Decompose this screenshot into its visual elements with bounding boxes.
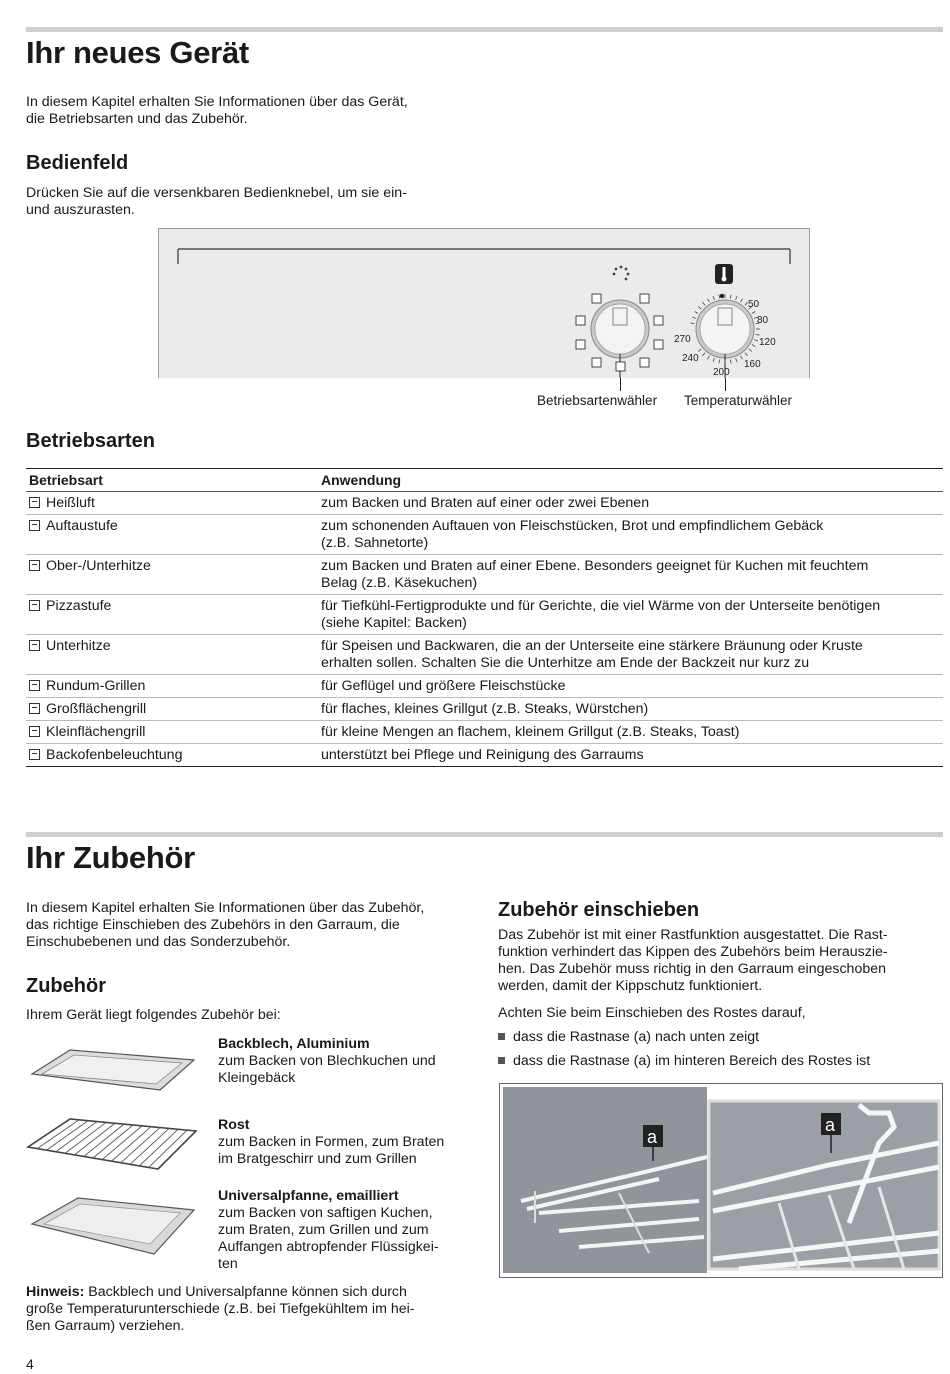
use-cell xyxy=(318,515,943,555)
temp-label: 160 xyxy=(744,359,761,370)
callout-a-label: a xyxy=(647,1127,658,1147)
mode-selector-label: Betriebsartenwähler xyxy=(537,393,658,408)
use-line: zum Backen und Braten auf einer oder zwei Ebenen xyxy=(321,495,650,511)
control-panel-illustration xyxy=(158,228,810,378)
use-cell xyxy=(318,698,943,721)
rack-wire xyxy=(37,1120,79,1149)
accessory-desc: Kleingebäck xyxy=(218,1070,296,1086)
table-header-row xyxy=(26,469,943,492)
top-bottom-heat-icon xyxy=(29,560,40,571)
note-line: große Temperaturunterschiede (z.B. bei Tiefgekühltem im hei- xyxy=(26,1301,415,1317)
temp-label: 50 xyxy=(748,299,760,310)
callout-a-label: a xyxy=(825,1115,836,1135)
accessory-desc: ten xyxy=(218,1256,238,1272)
use-line: erhalten sollen. Schalten Sie die Unterhitze am Ende der Backzeit nur kurz zu xyxy=(321,655,810,671)
use-cell xyxy=(318,721,943,744)
mode-name: Großflächengrill xyxy=(46,701,147,717)
bedienfeld-line: Drücken Sie auf die versenkbaren Bedienknebel, um sie ein- xyxy=(26,185,407,201)
accessory-name: Rost xyxy=(218,1117,250,1133)
mode-name: Pizzastufe xyxy=(46,598,112,614)
rack-wire xyxy=(47,1121,88,1150)
universal-pan-image xyxy=(30,1192,196,1258)
hot-air-icon xyxy=(29,497,40,508)
table-row xyxy=(26,744,943,767)
section-rule-top xyxy=(26,27,943,32)
rack-wire xyxy=(93,1125,133,1158)
zubehoer-page-title: Ihr Zubehör xyxy=(26,840,195,875)
use-cell xyxy=(318,492,943,515)
oven-light-icon xyxy=(29,749,40,760)
use-cell xyxy=(318,635,943,675)
einschieben-line: hen. Das Zubehör muss richtig in den Garraum eingeschoben xyxy=(498,961,887,977)
intro-line: das richtige Einschieben des Zubehörs in den Garraum, die xyxy=(26,917,400,933)
rack-wire xyxy=(65,1122,106,1153)
temp-selector-callout-line xyxy=(725,378,726,391)
einschieben-line: funktion verhindert das Kippen des Zubehörs beim Herauszie- xyxy=(498,944,888,960)
note-label: Hinweis: xyxy=(26,1284,85,1300)
use-line: unterstützt bei Pflege und Reinigung des Garraums xyxy=(321,747,644,763)
temp-label: 80 xyxy=(757,315,769,326)
temp-selector-label: Temperaturwähler xyxy=(684,393,793,408)
use-cell xyxy=(318,744,943,767)
mode-name: Rundum-Grillen xyxy=(46,678,146,694)
bullet-item xyxy=(498,1029,759,1046)
table-row xyxy=(26,492,943,515)
bedienfeld-line: und auszurasten. xyxy=(26,202,135,218)
section-rule-zubehoer xyxy=(26,832,943,837)
rack-insertion-illustration xyxy=(499,1083,943,1278)
use-line: zum schonenden Auftauen von Fleischstücken, Brot und empfindlichem Gebäck xyxy=(321,518,824,534)
mode-name: Kleinflächengrill xyxy=(46,724,146,740)
accessory-desc: Auffangen abtropfender Flüssigkei- xyxy=(218,1239,439,1255)
rack-wire xyxy=(84,1124,124,1156)
bullet-text: dass die Rastnase (a) im hinteren Bereich des Rostes ist xyxy=(513,1053,871,1069)
circulated-grill-icon xyxy=(29,680,40,691)
temp-label: 200 xyxy=(713,367,730,378)
rack-wire xyxy=(56,1122,97,1152)
table-row xyxy=(26,555,943,595)
table-row xyxy=(26,515,943,555)
mode-cell xyxy=(26,555,318,595)
rack-wire xyxy=(121,1128,160,1163)
rack-wire xyxy=(139,1129,178,1166)
mode-cell xyxy=(26,675,318,698)
accessory-desc: zum Backen in Formen, zum Braten xyxy=(218,1134,445,1150)
page-number: 4 xyxy=(26,1356,34,1372)
note-line: ßen Garraum) verziehen. xyxy=(26,1318,185,1334)
bullet-square-icon xyxy=(498,1057,505,1064)
header-use: Anwendung xyxy=(318,469,943,492)
small-grill-icon xyxy=(29,726,40,737)
einschieben-line: Das Zubehör ist mit einer Rastfunktion ausgestattet. Die Rast- xyxy=(498,927,888,943)
mode-name: Heißluft xyxy=(46,495,95,511)
use-line: (siehe Kapitel: Backen) xyxy=(321,615,467,631)
temp-label: 120 xyxy=(759,337,776,348)
mode-name: Backofenbeleuchtung xyxy=(46,747,183,763)
mode-name: Unterhitze xyxy=(46,638,111,654)
rack-wire xyxy=(74,1123,115,1155)
defrost-icon xyxy=(29,520,40,531)
rack-wire xyxy=(112,1127,151,1161)
temp-label: 270 xyxy=(674,334,691,345)
zubehoer-lead: Ihrem Gerät liegt folgendes Zubehör bei: xyxy=(26,1007,281,1023)
use-line: für Geflügel und größere Fleischstücke xyxy=(321,678,566,694)
use-line: für Tiefkühl-Fertigprodukte und für Gerichte, die viel Wärme von der Unterseite benötigen xyxy=(321,598,881,614)
grid-rack-image xyxy=(26,1115,198,1171)
mode-cell xyxy=(26,492,318,515)
bullet-item xyxy=(498,1053,870,1070)
zubehoer-heading: Zubehör xyxy=(26,975,106,997)
einschieben-lead: Achten Sie beim Einschieben des Rostes darauf, xyxy=(498,1005,806,1021)
use-line: zum Backen und Braten auf einer Ebene. Besonders geeignet für Kuchen mit feuchtem xyxy=(321,558,869,574)
bottom-heat-icon xyxy=(29,640,40,651)
note-paragraph xyxy=(26,1284,415,1335)
accessory-pan xyxy=(218,1188,439,1273)
accessory-rack xyxy=(218,1117,444,1168)
mode-name: Ober-/Unterhitze xyxy=(46,558,151,574)
rack-wire xyxy=(130,1128,169,1164)
large-grill-icon xyxy=(29,703,40,714)
table-row xyxy=(26,698,943,721)
operating-modes-table xyxy=(26,468,943,767)
betriebsarten-heading: Betriebsarten xyxy=(26,430,155,452)
rack-wire xyxy=(149,1130,187,1167)
intro-line: In diesem Kapitel erhalten Sie Informationen über das Zubehör, xyxy=(26,900,425,916)
intro-line: die Betriebsarten und das Zubehör. xyxy=(26,111,248,127)
pizza-icon xyxy=(29,600,40,611)
note-line: Backblech und Universalpfanne können sich durch xyxy=(84,1284,407,1300)
mode-cell xyxy=(26,515,318,555)
einschieben-heading: Zubehör einschieben xyxy=(498,899,700,921)
mode-cell xyxy=(26,635,318,675)
mode-cell xyxy=(26,595,318,635)
temp-label: 240 xyxy=(682,353,699,364)
rack-wire xyxy=(102,1126,142,1160)
mode-cell xyxy=(26,744,318,767)
table-row xyxy=(26,721,943,744)
bedienfeld-heading: Bedienfeld xyxy=(26,152,129,174)
bullet-square-icon xyxy=(498,1033,505,1040)
use-cell xyxy=(318,595,943,635)
accessory-name: Backblech, Aluminium xyxy=(218,1036,370,1052)
use-cell xyxy=(318,675,943,698)
use-line: Belag (z.B. Käsekuchen) xyxy=(321,575,478,591)
baking-tray-image xyxy=(30,1044,196,1092)
bullet-text: dass die Rastnase (a) nach unten zeigt xyxy=(513,1029,760,1045)
thermometer-icon xyxy=(715,264,733,284)
intro-line: In diesem Kapitel erhalten Sie Informationen über das Gerät, xyxy=(26,94,408,110)
use-cell xyxy=(318,555,943,595)
bedienfeld-text xyxy=(26,185,407,219)
intro-paragraph xyxy=(26,94,408,128)
mode-cell xyxy=(26,698,318,721)
intro-line: Einschubebenen und das Sonderzubehör. xyxy=(26,934,291,950)
use-line: (z.B. Sahnetorte) xyxy=(321,535,429,551)
zubehoer-intro xyxy=(26,900,424,951)
use-line: für kleine Mengen an flachem, kleinem Grillgut (z.B. Steaks, Toast) xyxy=(321,724,740,740)
use-line: für Speisen und Backwaren, die an der Unterseite eine stärkere Bräunung oder Kruste xyxy=(321,638,863,654)
table-row xyxy=(26,635,943,675)
header-mode: Betriebsart xyxy=(26,469,318,492)
accessory-desc: im Bratgeschirr und zum Grillen xyxy=(218,1151,417,1167)
page-title: Ihr neues Gerät xyxy=(26,35,249,70)
table-row xyxy=(26,675,943,698)
table-row xyxy=(26,595,943,635)
accessory-desc: zum Backen von saftigen Kuchen, xyxy=(218,1205,433,1221)
accessory-desc: zum Braten, zum Grillen und zum xyxy=(218,1222,429,1238)
accessory-desc: zum Backen von Blechkuchen und xyxy=(218,1053,436,1069)
use-line: für flaches, kleines Grillgut (z.B. Steaks, Würstchen) xyxy=(321,701,649,717)
mode-cell xyxy=(26,721,318,744)
einschieben-text xyxy=(498,927,888,995)
mode-name: Auftaustufe xyxy=(46,518,118,534)
einschieben-line: werden, damit der Kippschutz funktioniert. xyxy=(498,978,763,994)
accessory-name: Universalpfanne, emailliert xyxy=(218,1188,399,1204)
accessory-tray xyxy=(218,1036,436,1087)
mode-selector-callout-line xyxy=(620,378,621,391)
